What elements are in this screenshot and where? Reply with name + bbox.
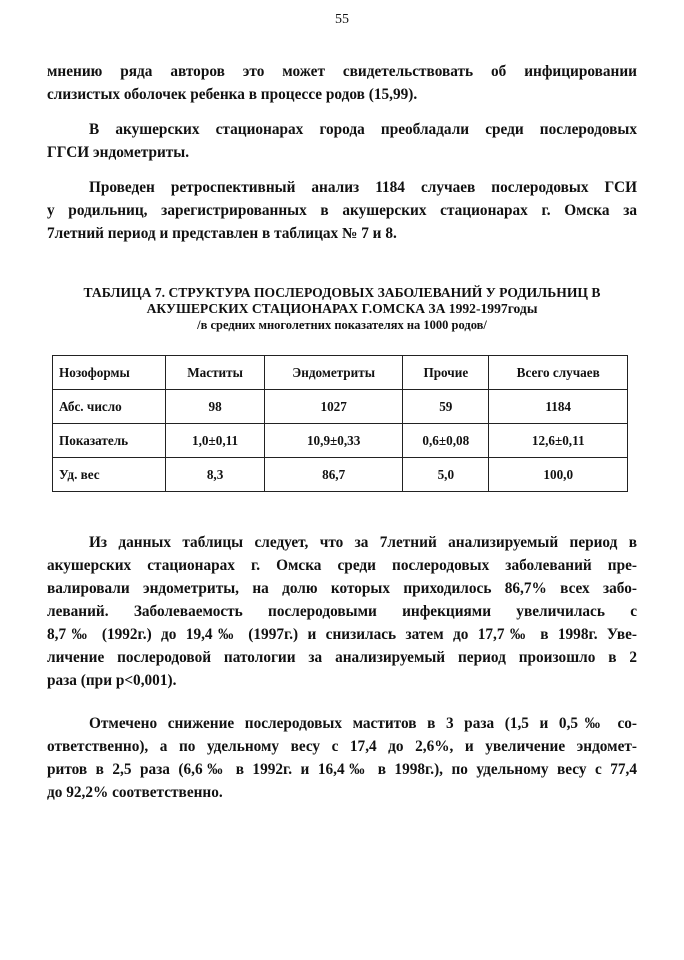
table-cell: 86,7: [265, 458, 403, 492]
text-line: личение послеродовой патологии за анализируемый период произошло в 2: [47, 649, 637, 666]
table-header-row: [53, 356, 628, 390]
paragraph-3: [47, 176, 637, 245]
table-title-line-1: ТАБЛИЦА 7. СТРУКТУРА ПОСЛЕРОДОВЫХ ЗАБОЛЕВАНИЙ У РОДИЛЬНИЦ В: [83, 285, 601, 300]
text-line: валировали эндометриты, на долю которых приходилось 86,7% всех забо-: [47, 580, 637, 597]
text-line: акушерских стационарах г. Омска среди послеродовых заболеваний пре-: [47, 557, 637, 574]
text-line: мнению ряда авторов это может свидетельствовать об инфицировании: [47, 63, 637, 80]
text-line: раза (при р<0,001).: [47, 672, 177, 689]
text-line: 8,7‰ (1992г.) до 19,4‰ (1997г.) и снизилась затем до 17,7‰ в 1998г. Уве-: [47, 626, 637, 643]
text-line: ритов в 2,5 раза (6,6‰ в 1992г. и 16,4‰ в 1998г.), по удельному весу с 77,4: [47, 761, 637, 778]
text-line: 7летний период и представлен в таблицах № 7 и 8.: [47, 225, 397, 242]
header-cell: Маститы: [166, 356, 265, 390]
table-cell: 8,3: [166, 458, 265, 492]
header-cell: Всего случаев: [489, 356, 628, 390]
table-cell: 5,0: [403, 458, 489, 492]
text-line: до 92,2% соответственно.: [47, 784, 223, 801]
text-line: Из данных таблицы следует, что за 7летний анализируемый период в: [89, 534, 637, 551]
paragraph-2: [47, 118, 637, 164]
table-cell: Показатель: [53, 424, 166, 458]
table-title-line-2: АКУШЕРСКИХ СТАЦИОНАРАХ Г.ОМСКА ЗА 1992-1997годы: [146, 301, 538, 316]
table-row: [53, 424, 628, 458]
header-cell: Эндометриты: [265, 356, 403, 390]
header-cell: Прочие: [403, 356, 489, 390]
text-line: Отмечено снижение послеродовых маститов в 3 раза (1,5 и 0,5‰ со-: [89, 715, 637, 732]
table-title: [40, 285, 644, 333]
page-number: 55: [335, 12, 349, 27]
data-table: [52, 355, 628, 492]
table-row: [53, 458, 628, 492]
table-subtitle: /в средних многолетних показателях на 1000 родов/: [197, 318, 487, 332]
table-cell: 10,9±0,33: [265, 424, 403, 458]
table-cell: 98: [166, 390, 265, 424]
text-line: Проведен ретроспективный анализ 1184 случаев послеродовых ГСИ: [89, 179, 637, 196]
table-row: [53, 390, 628, 424]
table-cell: 1,0±0,11: [166, 424, 265, 458]
text-line: ГГСИ эндометриты.: [47, 144, 190, 161]
text-line: слизистых оболочек ребенка в процессе родов (15,99).: [47, 86, 418, 103]
table-cell: 59: [403, 390, 489, 424]
table-cell: 100,0: [489, 458, 628, 492]
paragraph-5: [47, 712, 637, 804]
table-cell: 0,6±0,08: [403, 424, 489, 458]
header-cell: Нозоформы: [53, 356, 166, 390]
table-cell: 12,6±0,11: [489, 424, 628, 458]
text-line: ответственно), а по удельному весу с 17,4 до 2,6%, и увеличение эндомет-: [47, 738, 637, 755]
paragraph-4: [47, 531, 637, 692]
table-cell: 1027: [265, 390, 403, 424]
text-line: В акушерских стационарах города преобладали среди послеродовых: [89, 121, 637, 138]
paragraph-1: [47, 60, 637, 106]
table-cell: Уд. вес: [53, 458, 166, 492]
table-cell: Абс. число: [53, 390, 166, 424]
table-cell: 1184: [489, 390, 628, 424]
text-line: леваний. Заболеваемость послеродовыми инфекциями увеличилась с: [47, 603, 637, 620]
text-line: у родильниц, зарегистрированных в акушерских стационарах г. Омска за: [47, 202, 637, 219]
